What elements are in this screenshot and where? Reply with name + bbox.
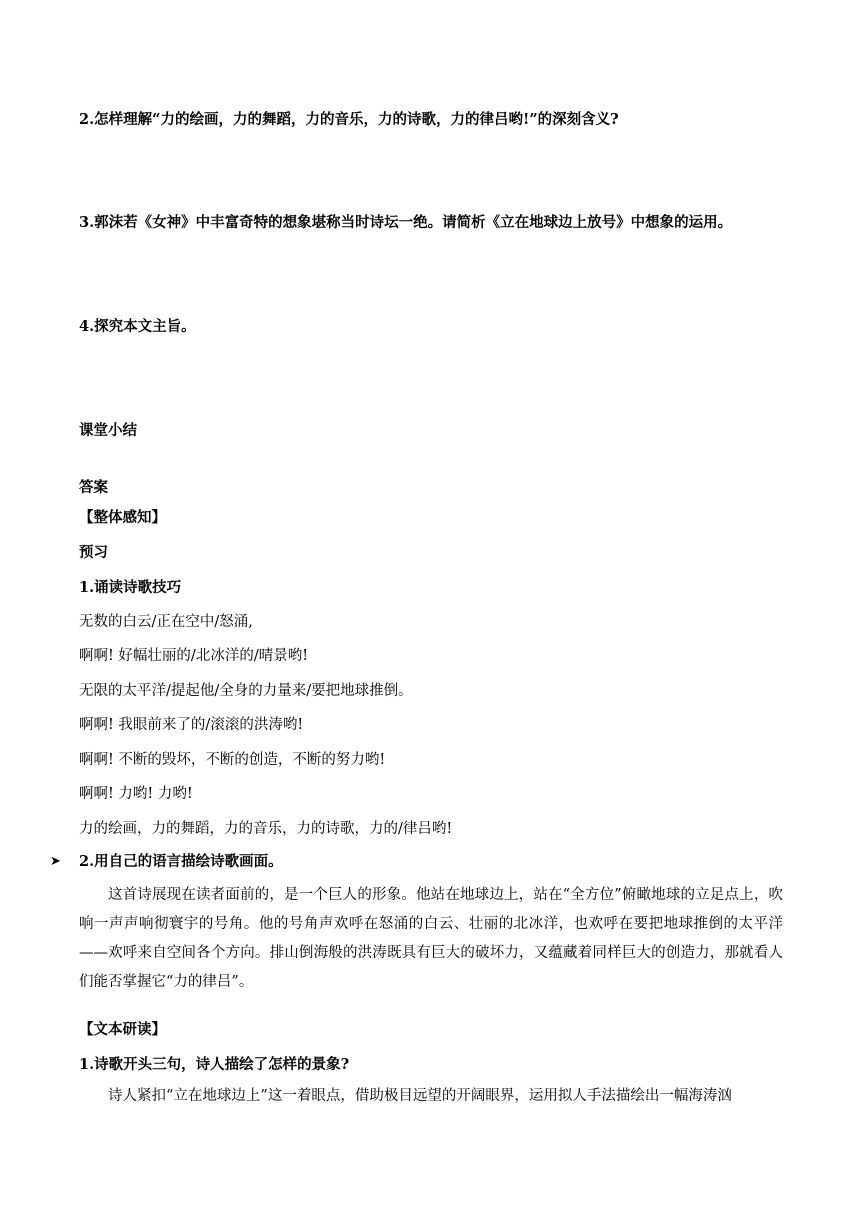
question-4: 4.探究本文主旨。	[79, 318, 196, 335]
study-answer-1: 诗人紧扣“立在地球边上”这一着眼点，借助极目远望的开阔眼界，运用拟人手法描绘出一幅海涛汹	[108, 1088, 732, 1104]
question-2: 2.怎样理解“力的绘画，力的舞蹈，力的音乐，力的诗歌，力的律吕哟!”的深刻含义?	[79, 111, 619, 128]
poem-line: 啊啊! 不断的毁坏，不断的创造，不断的努力哟!	[79, 752, 386, 768]
answers-heading: 答案	[79, 479, 108, 496]
text-study-heading: 【文本研读】	[79, 1021, 166, 1038]
poem-line: 无数的白云/正在空中/怒涌,	[79, 614, 253, 630]
arrow-bullet-icon: ➤	[50, 854, 61, 869]
preview-heading: 预习	[79, 544, 108, 561]
describe-scene-paragraph: 这首诗展现在读者面前的，是一个巨人的形象。他站在地球边上，站在“全方位”俯瞰地球的立足点上，吹响一声声响彻寰宇的号角。他的号角声欢呼在怒涌的白云、壮丽的北冰洋，也欢呼在要把地球推倒的太平洋——欢呼来自空间各个方向。排山倒海般的洪涛既具有巨大的破坏力，又蕴藏着同样巨大的创造力，那就看人们能否掌握它“力的律吕”。	[79, 887, 783, 990]
describe-scene-heading: 2.用自己的语言描绘诗歌画面。	[79, 853, 283, 870]
poem-line: 力的绘画，力的舞蹈，力的音乐，力的诗歌，力的/律吕哟!	[79, 821, 453, 837]
study-question-1: 1.诗歌开头三句，诗人描绘了怎样的景象?	[79, 1056, 350, 1073]
recitation-skills-heading: 1.诵读诗歌技巧	[79, 579, 182, 596]
poem-line: 啊啊! 我眼前来了的/滚滚的洪涛哟!	[79, 717, 304, 733]
summary-heading: 课堂小结	[79, 422, 137, 439]
overall-perception-heading: 【整体感知】	[79, 509, 166, 526]
question-3: 3.郭沫若《女神》中丰富奇特的想象堪称当时诗坛一绝。请简析《立在地球边上放号》中想象的运用。	[79, 214, 733, 231]
poem-line: 啊啊! 好幅壮丽的/北冰洋的/晴景哟!	[79, 648, 309, 664]
poem-line: 啊啊! 力哟! 力哟!	[79, 786, 193, 802]
poem-line: 无限的太平洋/提起他/全身的力量来/要把地球推倒。	[79, 683, 413, 699]
